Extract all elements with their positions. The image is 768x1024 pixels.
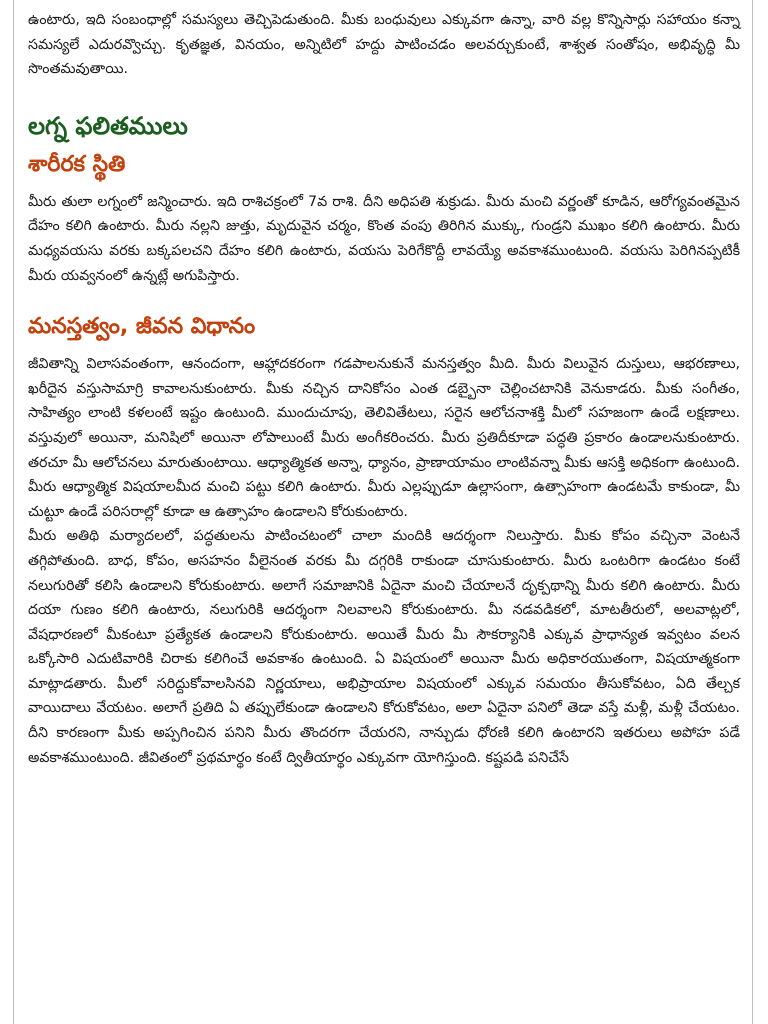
subheading-personality-lifestyle: మనస్తత్వం, జీవన విధానం [28, 314, 256, 340]
personality-paragraph-2: మీరు అతిథి మర్యాదలలో, పద్ధతులను పాటించటంలో చాలా మందికి ఆదర్శంగా నిలుస్తారు. మీకు కోపం వచ్చినా వెంటనే తగ్గిపోతుంది. బాధ, కోపం, అసహనం వీలైనంత వరకు మీ దగ్గరికి రాకుండా చూసుకుంటారు. మీరు ఒంటరిగా ఉండటం కంటే నలుగురితో కలిసి ఉండాలని కోరుకుంటారు. అలాగే సమాజానికి ఏదైనా మంచి చేయాలనే దృక్పథాన్ని మీరు కలిగి ఉంటారు. మీరు దయా గుణం కలిగి ఉంటారు, నలుగురికి ఆదర్శంగా నిలవాలని కోరుకుంటారు. మీ నడవడికలో, మాటతీరులో, అలవాట్లలో, వేషధారణలో మీకంటూ ప్రత్యేకత ఉండాలని కోరుకుంటారు. అయితే మీరు మీ సౌకర్యానికి ఎక్కువ ప్రాధాన్యత ఇవ్వటం వలన ఒక్కోసారి ఎదుటివారికి చిరాకు కలిగించే అవకాశం ఉంటుంది. ఏ విషయంలో అయినా మీరు అధికారయుతంగా, విషయాత్మకంగా మాట్లాడతారు. మీలో సరిద్దుకోవాలసినవి నిర్ణయాలు, అభిప్రాయాల విషయంలో ఎక్కువ సమయం తీసుకోవటం, ఏది తేల్చక వాయిదాలు వేయటం. అలాగే ప్రతిది ఏ తప్పులేకుండా ఉండాలని కోరుకోవటం, అలా ఏదైనా పనిలో తెడా వస్తే మళ్లీ, మళ్లీ చేయటం. దీని కారణంగా మీకు అప్పగించిన పనిని మీరు తొందరగా చేయరని, నాన్చుడు ధోరణి కలిగి ఉంటారని ఇతరులు అపోహ పడే అవకాశముంటుంది. జీవితంలో ప్రథమార్థం కంటే ద్వితీయార్థం ఎక్కువగా యోగిస్తుంది. కష్టపడి పనిచేసే [28, 528, 740, 766]
document-page [13, 0, 753, 1024]
subheading-physical-condition: శారీరక స్థితి [28, 151, 126, 177]
section-title: లగ్న ఫలితములు [28, 111, 188, 140]
physical-condition-paragraph: మీరు తులా లగ్నంలో జన్మించారు. ఇది రాశిచక్రంలో 7వ రాశి. దీని అధిపతి శుక్రుడు. మీరు మంచి వర్ణంతో కూడిన, ఆరోగ్యవంతమైన దేహం కలిగి ఉంటారు. మీరు నల్లని జుత్తు, మృదువైన చర్మం, కొంత వంపు తిరిగిన ముక్కు, గుండ్రని ముఖం కలిగి ఉంటారు. మీరు మధ్యవయసు వరకు బక్కపలచని దేహం కలిగి ఉంటారు, వయసు పెరిగేకొద్దీ లావయ్యే అవకాశముంటుంది. వయసు పెరిగినప్పటికీ మీరు యవ్వనంలో ఉన్నట్లే అగుపిస్తారు. [28, 193, 740, 284]
intro-paragraph: ఉంటారు, ఇది సంబంధాల్లో సమస్యలు తెచ్చిపెడుతుంది. మీకు బంధువులు ఎక్కువగా ఉన్నా, వారి వల్ల కొన్నిసార్లు సహాయం కన్నా సమస్యలే ఎదురవ్వొచ్చు. కృతజ్ఞత, వినయం, అన్నిటిలో హద్దు పాటించడం అలవర్చుకుంటే, శాశ్వత సంతోషం, అభివృద్ధి మీ సొంతమవుతాయి. [28, 12, 740, 78]
personality-paragraph-1: జీవితాన్ని విలాసవంతంగా, ఆనందంగా, ఆహ్లాదకరంగా గడపాలనుకునే మనస్తత్వం మీది. మీరు విలువైన దుస్తులు, ఆభరణాలు, ఖరీదైన వస్తుసామాగ్రి కావాలనుకుంటారు. మీకు నచ్చిన దానికోసం ఎంత డబ్బైనా చెల్లించటానికి వెనుకాడరు. మీకు సంగీతం, సాహిత్యం లాంటి కళలంటే ఇష్టం ఉంటుంది. ముందుచూపు, తెలివితేటలు, సరైన ఆలోచనాశక్తి మీలో సహజంగా ఉండే లక్షణాలు. వస్తువులో అయినా, మనిషిలో అయినా లోపాలుంటే మీరు అంగీకరించరు. మీరు ప్రతిదీకూడా పద్ధతి ప్రకారం ఉండాలనుకుంటారు. తరచూ మీ ఆలోచనలు మారుతుంటాయి. ఆధ్యాత్మికత అన్నా, ధ్యానం, ప్రాణాయామం లాంటివన్నా మీకు ఆసక్తి అధికంగా ఉంటుంది. మీరు ఆధ్యాత్మిక విషయాలమీద మంచి పట్టు కలిగి ఉంటారు. మీరు ఎల్లప్పుడూ ఉల్లాసంగా, ఉత్సాహంగా ఉండటమే కాకుండా, మీ చుట్టూ ఉండే పరిసరాల్లో కూడా ఆ ఉత్సాహం ఉండాలని కోరుకుంటారు. [28, 356, 740, 520]
